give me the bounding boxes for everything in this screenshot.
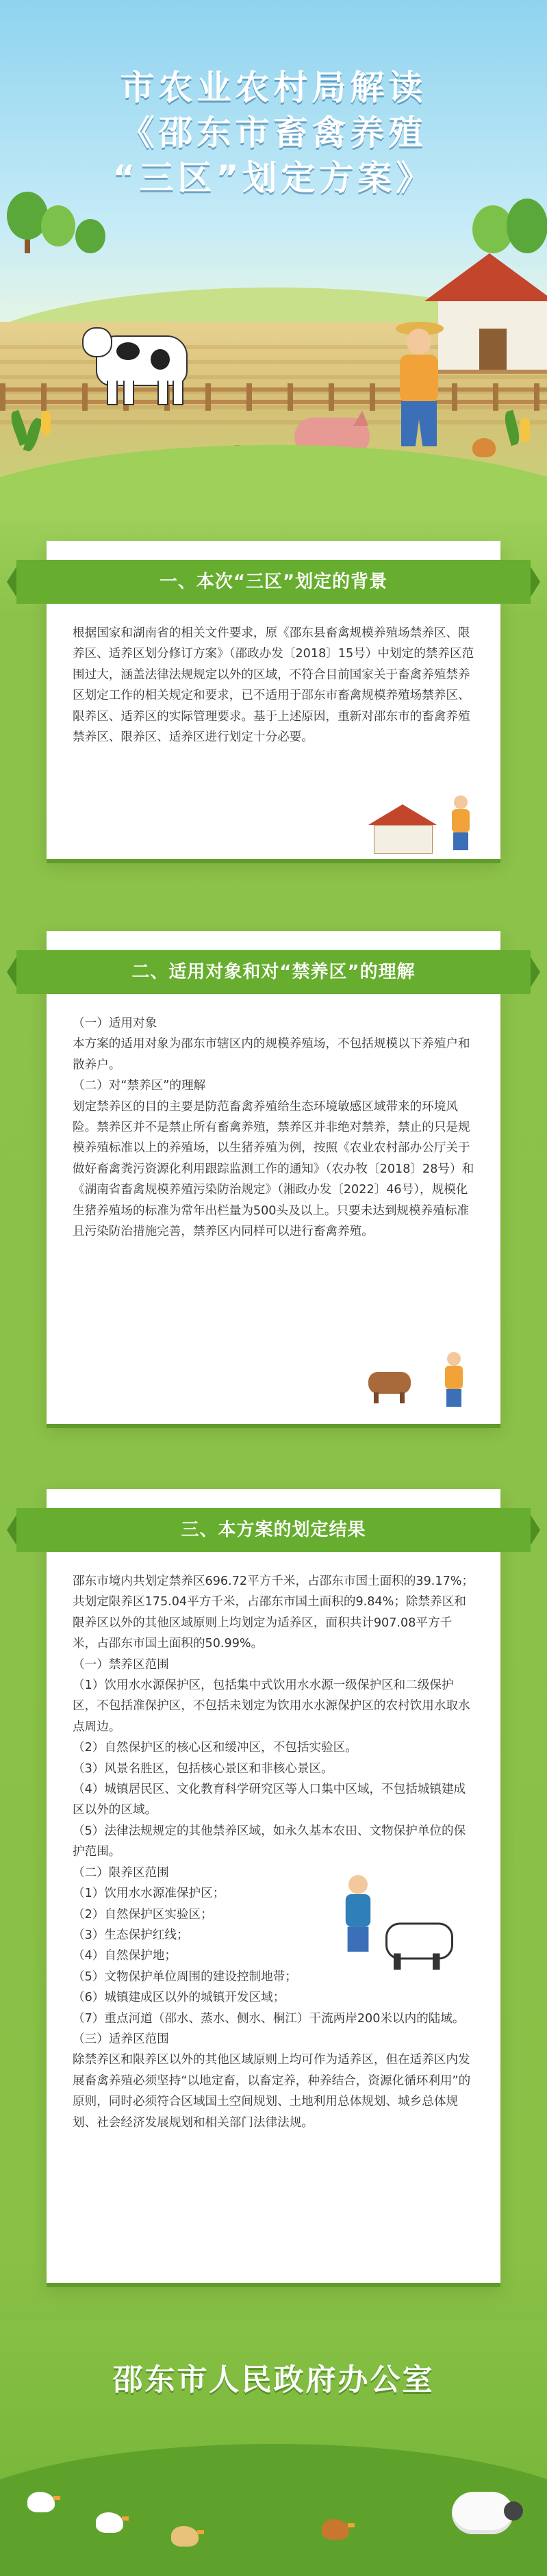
list-item: （7）重点河道（邵水、蒸水、侧水、桐江）干流两岸200米以内的陆域。 xyxy=(73,2011,465,2026)
footer xyxy=(0,2321,547,2576)
hero-title xyxy=(0,65,547,201)
hero-title-line: “三区”划定方案》 xyxy=(112,158,435,198)
duck-icon xyxy=(96,2512,123,2533)
hero-title-line: 《邵东市畜禽养殖 xyxy=(120,113,427,153)
paragraph: 除禁养区和限养区以外的其他区域原则上均可作为适养区，但在适养区内发展畜禽养殖必须坚持“以地定畜，以畜定养，种养结合，资源化循环利用”的原则，同时必须符合区域国土空间规划、土地利用总体规划、城乡总体规划、社会经济发展规划和相关部门法律法规。 xyxy=(73,2053,471,2130)
duck-icon xyxy=(27,2492,55,2512)
list-item: （3）生态保护红线； xyxy=(73,1928,189,1942)
paragraph: 根据国家和湖南省的相关文件要求，原《邵东县畜禽规模养殖场禁养区、限养区、适养区划分修订方案》（邵政办发〔2018〕15号）中划定的禁养区范围过大，涵盖法律法规规定以外的区域，不符合目前国家关于畜禽养殖禁养区划定工作的相关规定和要求，已不适用于邵东市畜禽规模养殖场禁养区、限养区、适养区的实际管理要求。基于上述原因，重新对邵东市的畜禽养殖禁养区、限养区、适养区进行划定十分必要。 xyxy=(73,626,474,745)
section-heading: 一、本次“三区”划定的背景 xyxy=(16,560,531,604)
cow-icon xyxy=(361,1369,416,1403)
tree-icon xyxy=(41,205,75,246)
list-item: （1）饮用水水源保护区，包括集中式饮用水水源一级保护区和二级保护区，不包括准保护区，不包括未划定为饮用水水源保护区的农村饮用水取水点周边。 xyxy=(73,1679,470,1734)
subheading: （二）限养区范围 xyxy=(73,1865,169,1880)
cow-icon xyxy=(82,322,199,404)
chick-icon xyxy=(171,2526,199,2547)
hero-title-line: 市农业农村局解读 xyxy=(120,68,427,107)
hero-banner xyxy=(0,0,547,520)
sheep-icon xyxy=(452,2492,513,2534)
subheading: （三）适养区范围 xyxy=(73,2032,169,2046)
list-item: （4）自然保护地； xyxy=(73,1949,177,1963)
section-body xyxy=(73,1571,474,2133)
farmer-icon xyxy=(383,322,459,452)
tree-icon xyxy=(507,199,547,253)
paragraph: 邵东市境内共划定禁养区696.72平方千米，占邵东市国土面积的39.17%；共划定限养区175.04平方千米，占邵东市国土面积的9.84%；除禁养区和限养区以外的其他区域原则上均划定为适养区，面积共计907.08平方千米，占邵东市国土面积的50.99%。 xyxy=(73,1574,474,1651)
list-item: （3）风景名胜区，包括核心景区和非核心景区。 xyxy=(73,1761,333,1776)
corn-icon xyxy=(520,418,530,442)
subheading: （一）适用对象 xyxy=(73,1017,157,1030)
subheading: （一）禁养区范围 xyxy=(73,1657,169,1672)
section-body xyxy=(73,623,474,748)
section-body xyxy=(73,1013,474,1242)
list-item: （6）城镇建成区以外的城镇开发区域； xyxy=(73,1991,285,2005)
section-heading: 二、适用对象和对“禁养区”的理解 xyxy=(16,950,531,994)
paragraph: 本方案的适用对象为邵东市辖区内的规模养殖场，不包括规模以下养殖户和散养户。 xyxy=(73,1037,470,1072)
cow-icon xyxy=(375,1919,457,1970)
subheading: （二）对“禁养区”的理解 xyxy=(73,1079,206,1093)
farmer-icon xyxy=(344,1875,372,1952)
barn-icon xyxy=(368,804,437,852)
section-heading: 三、本方案的划定结果 xyxy=(16,1508,531,1552)
list-item: （2）自然保护区实验区； xyxy=(73,1907,213,1922)
list-item: （1）饮用水水源准保护区； xyxy=(73,1887,225,1901)
list-item: （5）文物保护单位周围的建设控制地带； xyxy=(73,1969,297,1984)
paragraph: 划定禁养区的目的主要是防范畜禽养殖给生态环境敏感区域带来的环境风险。禁养区并不是禁止所有畜禽养殖，禁养区并非绝对禁养，禁止的只是规模养殖标准以上的养殖场，以生猪养殖为例，按照《农业农村部办公厅关于做好畜禽粪污资源化利用跟踪监测工作的通知》（农办牧〔2018〕28号）和《湖南省畜禽规模养殖污染防治规定》（湘政办发〔2022〕46号），规模化生猪养殖场的标准为常年出栏量为500头及以上。只要未达到规模养殖标准且污染防治措施完善，禁养区内同样可以进行畜禽养殖。 xyxy=(73,1099,474,1239)
corn-icon xyxy=(41,411,51,435)
list-item: （5）法律法规规定的其他禁养区域，如永久基本农田、文物保护单位的保护范围。 xyxy=(73,1824,466,1859)
farmer-icon xyxy=(450,795,471,850)
section-background xyxy=(47,541,500,859)
farmer-icon xyxy=(444,1352,464,1407)
list-item: （2）自然保护区的核心区和缓冲区，不包括实验区。 xyxy=(73,1741,357,1755)
section-results xyxy=(47,1489,500,2283)
chicken-icon xyxy=(472,438,496,457)
chicken-icon xyxy=(322,2519,349,2540)
section-target-and-ban-zone xyxy=(47,931,500,1424)
footer-organization: 邵东市人民政府办公室 xyxy=(112,2362,435,2397)
tree-icon xyxy=(75,219,105,253)
list-item: （4）城镇居民区、文化教育科学研究区等人口集中区域，不包括城镇建成区以外的区域。 xyxy=(73,1783,466,1818)
